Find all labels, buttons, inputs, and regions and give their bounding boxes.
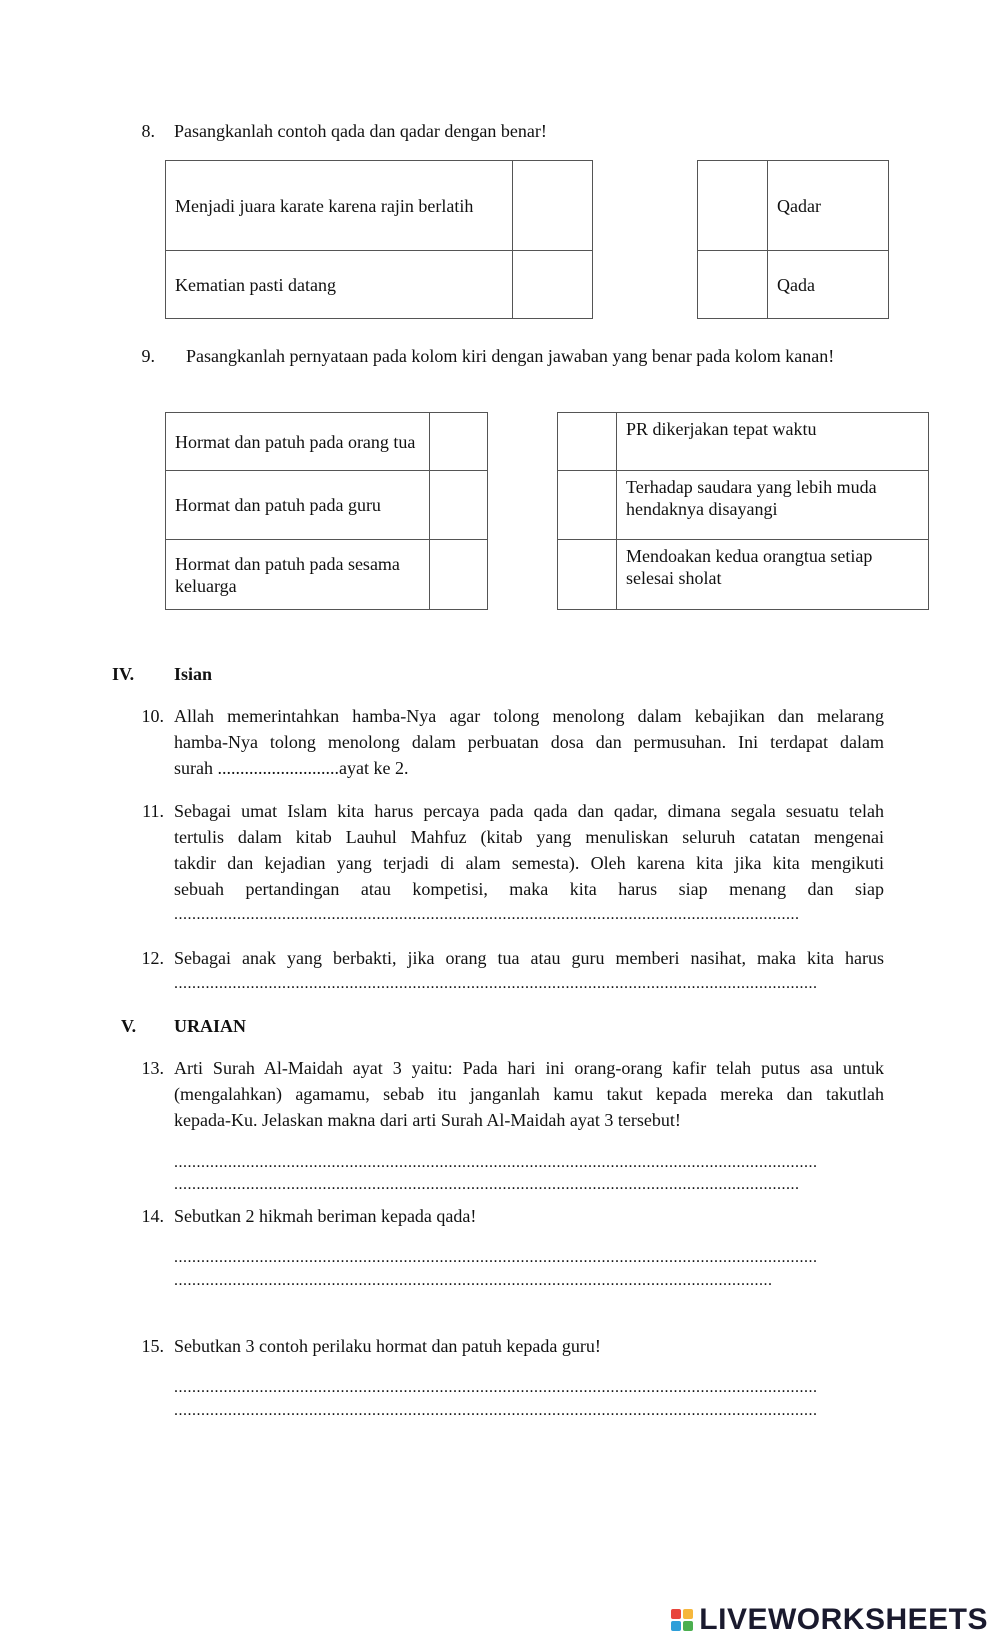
q9-right-answer-box-3[interactable] [558, 540, 617, 610]
q13-answer-blank-1[interactable]: ............................................................................................................................................... [174, 1154, 818, 1171]
q11-number: 11. [142, 801, 164, 821]
q8-left-item-2: Kematian pasti datang [166, 251, 513, 319]
q12-answer-blank[interactable]: ............................................................................................................................................... [174, 975, 818, 992]
q9-right-table [557, 412, 929, 610]
q10-number: 10. [141, 706, 164, 726]
q11-line-4: sebuah pertandingan atau kompetisi, maka kita harus siap menang dan siap [174, 879, 884, 899]
q12-number: 12. [141, 948, 164, 968]
q9-left-answer-box-1[interactable] [430, 413, 488, 471]
q15-number: 15. [141, 1336, 164, 1356]
q8-right-answer-box-2[interactable] [698, 251, 768, 319]
q8-left-answer-box-2[interactable] [513, 251, 593, 319]
q12-text: Sebagai anak yang berbakti, jika orang tua atau guru memberi nasihat, maka kita harus [174, 948, 884, 968]
q9-right-answer-box-2[interactable] [558, 471, 617, 540]
q9-number: 9. [141, 346, 155, 366]
q9-right-item-1: PR dikerjakan tepat waktu [617, 413, 929, 471]
q11-answer-blank[interactable]: ........................................................................................................................................... [174, 906, 800, 923]
q15-answer-blank-2[interactable]: ............................................................................................................................................... [174, 1402, 818, 1419]
q13-line-3: kepada-Ku. Jelaskan makna dari arti Surah Al-Maidah ayat 3 tersebut! [174, 1110, 681, 1130]
q10-line-3: surah ...........................ayat ke 2. [174, 758, 409, 778]
q14-text: Sebutkan 2 hikmah beriman kepada qada! [174, 1206, 477, 1226]
q9-left-answer-box-3[interactable] [430, 540, 488, 610]
q8-right-answer-box-1[interactable] [698, 161, 768, 251]
q11-line-2: tertulis dalam kitab Lauhul Mahfuz (kitab yang menuliskan seluruh catatan mengenai [174, 827, 884, 847]
q14-answer-blank-1[interactable]: ............................................................................................................................................... [174, 1249, 818, 1266]
q15-answer-blank-1[interactable]: ............................................................................................................................................... [174, 1379, 818, 1396]
q10-line-1: Allah memerintahkan hamba-Nya agar tolong menolong dalam kebajikan dan melarang [174, 706, 884, 726]
q14-answer-blank-2[interactable]: ..................................................................................................................................... [174, 1272, 773, 1289]
q8-right-item-1: Qadar [768, 161, 889, 251]
q9-right-item-3: Mendoakan kedua orangtua setiap selesai sholat [617, 540, 929, 610]
liveworksheets-logo-text: LIVEWORKSHEETS [699, 1603, 988, 1636]
section-5-title: URAIAN [174, 1016, 246, 1036]
q8-right-item-2: Qada [768, 251, 889, 319]
q9-left-answer-box-2[interactable] [430, 471, 488, 540]
q9-left-item-1: Hormat dan patuh pada orang tua [166, 413, 430, 471]
q9-right-answer-box-1[interactable] [558, 413, 617, 471]
q11-line-3: takdir dan kejadian yang terjadi di alam semesta). Oleh karena kita jika kita mengikuti [174, 853, 884, 873]
section-4-numeral: IV. [112, 664, 135, 684]
logo-square-2 [683, 1609, 693, 1619]
q11-line-1: Sebagai umat Islam kita harus percaya pada qada dan qadar, dimana segala sesuatu telah [174, 801, 884, 821]
q8-left-answer-box-1[interactable] [513, 161, 593, 251]
logo-square-1 [671, 1609, 681, 1619]
liveworksheets-logo-icon [671, 1609, 693, 1631]
q13-answer-blank-2[interactable]: ........................................................................................................................................... [174, 1176, 800, 1193]
q8-left-item-1: Menjadi juara karate karena rajin berlatih [166, 161, 513, 251]
q13-line-1: Arti Surah Al-Maidah ayat 3 yaitu: Pada hari ini orang-orang kafir telah putus asa untuk [174, 1058, 884, 1078]
q9-left-item-2: Hormat dan patuh pada guru [166, 471, 430, 540]
q9-right-item-2: Terhadap saudara yang lebih muda hendaknya disayangi [617, 471, 929, 540]
liveworksheets-logo [671, 1602, 988, 1638]
q9-left-table [165, 412, 488, 610]
q14-number: 14. [141, 1206, 164, 1226]
q13-line-2: (mengalahkan) agamamu, sebab itu janganlah kamu takut kepada mereka dan takutlah [174, 1084, 884, 1104]
q13-number: 13. [141, 1058, 164, 1078]
section-5-numeral: V. [121, 1016, 137, 1036]
logo-square-3 [671, 1621, 681, 1631]
section-4-title: Isian [174, 664, 213, 684]
q8-text: Pasangkanlah contoh qada dan qadar dengan benar! [174, 121, 547, 141]
q15-text: Sebutkan 3 contoh perilaku hormat dan patuh kepada guru! [174, 1336, 601, 1356]
q9-left-item-3: Hormat dan patuh pada sesama keluarga [166, 540, 430, 610]
q8-left-table [165, 160, 593, 319]
q8-number: 8. [141, 121, 155, 141]
q10-line-2: hamba-Nya tolong menolong dalam perbuatan dosa dan permusuhan. Ini terdapat dalam [174, 732, 884, 752]
logo-square-4 [683, 1621, 693, 1631]
q8-right-table [697, 160, 889, 319]
q9-text: Pasangkanlah pernyataan pada kolom kiri dengan jawaban yang benar pada kolom kanan! [186, 346, 835, 366]
